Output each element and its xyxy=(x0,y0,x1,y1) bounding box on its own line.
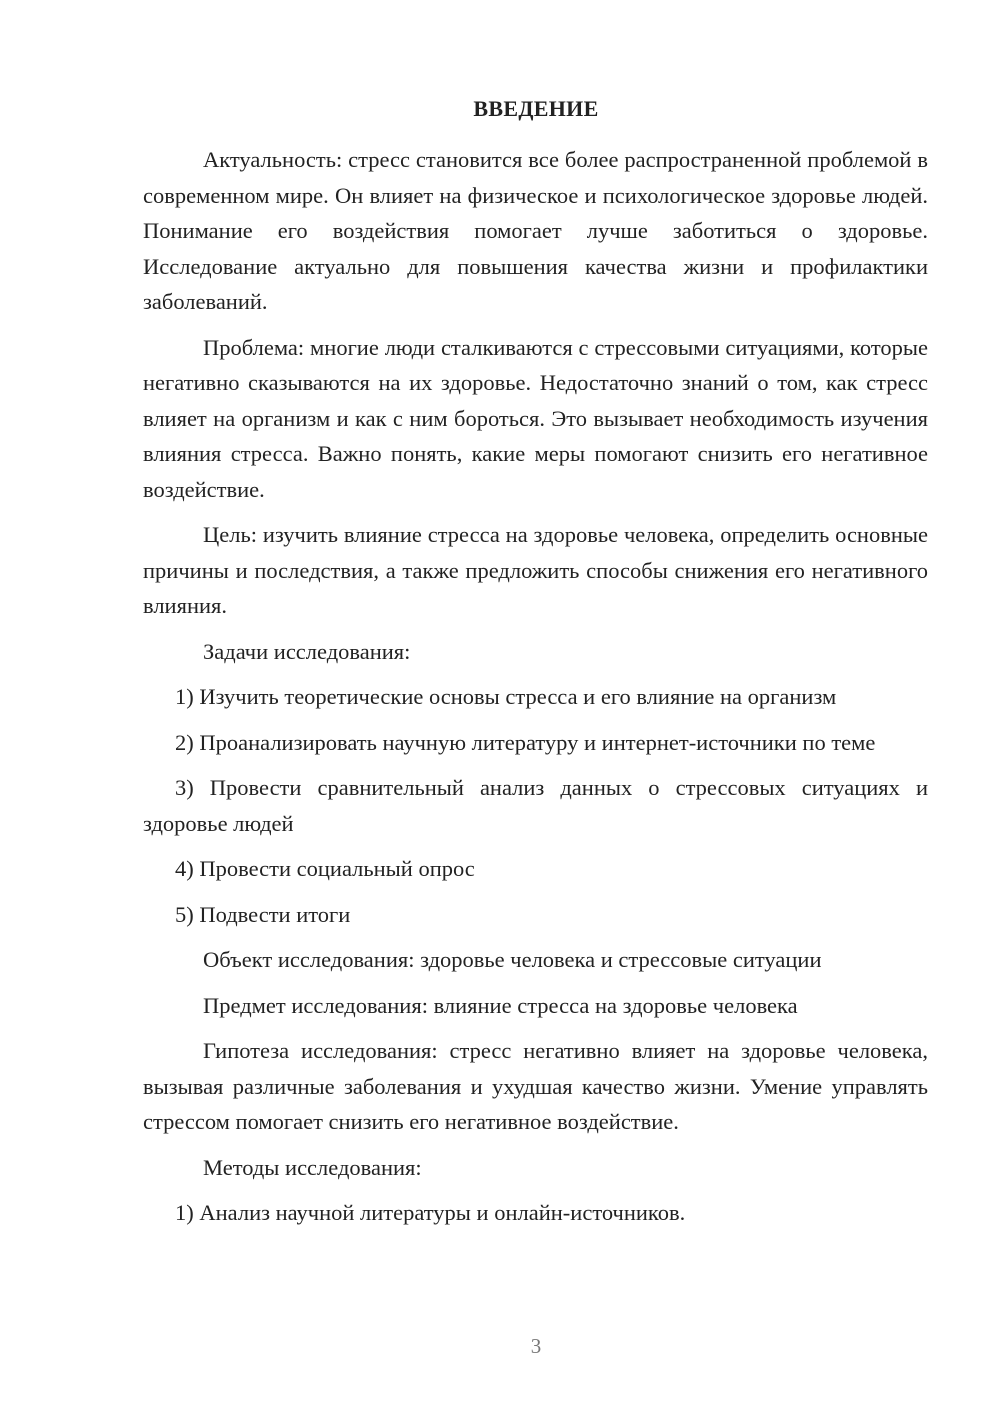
task-item: 3) Провести сравнительный анализ данных о стрессовых ситуациях и здоровье людей xyxy=(143,775,928,836)
task-item: 5) Подвести итоги xyxy=(175,901,351,927)
subject-paragraph: Предмет исследования: влияние стресса на здоровье человека xyxy=(203,992,798,1018)
methods-heading: Методы исследования: xyxy=(203,1154,422,1180)
goal-paragraph: Цель: изучить влияние стресса на здоровье человека, определить основные причины и последствия, а также предложить способы снижения его негативного влияния. xyxy=(143,522,928,618)
task-item: 1) Изучить теоретические основы стресса и его влияние на организм xyxy=(175,684,837,709)
task-item: 2) Проанализировать научную литературу и интернет-источники по теме xyxy=(175,729,876,755)
task-item: 4) Провести социальный опрос xyxy=(175,856,475,881)
document-body xyxy=(143,142,928,1241)
tasks-heading: Задачи исследования: xyxy=(203,638,411,664)
method-item: 1) Анализ научной литературы и онлайн-источников. xyxy=(175,1200,686,1225)
section-title: ВВЕДЕНИЕ xyxy=(473,96,599,121)
relevance-paragraph: Актуальность: стресс становится все более распространенной проблемой в современном мире. Он влияет на физическое и психологическое здоровье людей. Понимание его воздействия помогает лучше заботиться о здоровье. Исследование актуально для повышения качества жизни и профилактики заболеваний. xyxy=(143,147,928,314)
page-number: 3 xyxy=(530,1334,542,1358)
object-paragraph: Объект исследования: здоровье человека и стрессовые ситуации xyxy=(203,947,822,972)
hypothesis-paragraph: Гипотеза исследования: стресс негативно влияет на здоровье человека, вызывая различные заболевания и ухудшая качество жизни. Умение управлять стрессом помогает снизить его негативное воздействие. xyxy=(143,1038,928,1134)
problem-paragraph: Проблема: многие люди сталкиваются с стрессовыми ситуациями, которые негативно сказываются на их здоровье. Недостаточно знаний о том, как стресс влияет на организм и как с ним бороться. Это вызывает необходимость изучения влияния стресса. Важно понять, какие меры помогают снизить его негативное воздействие. xyxy=(143,334,928,502)
